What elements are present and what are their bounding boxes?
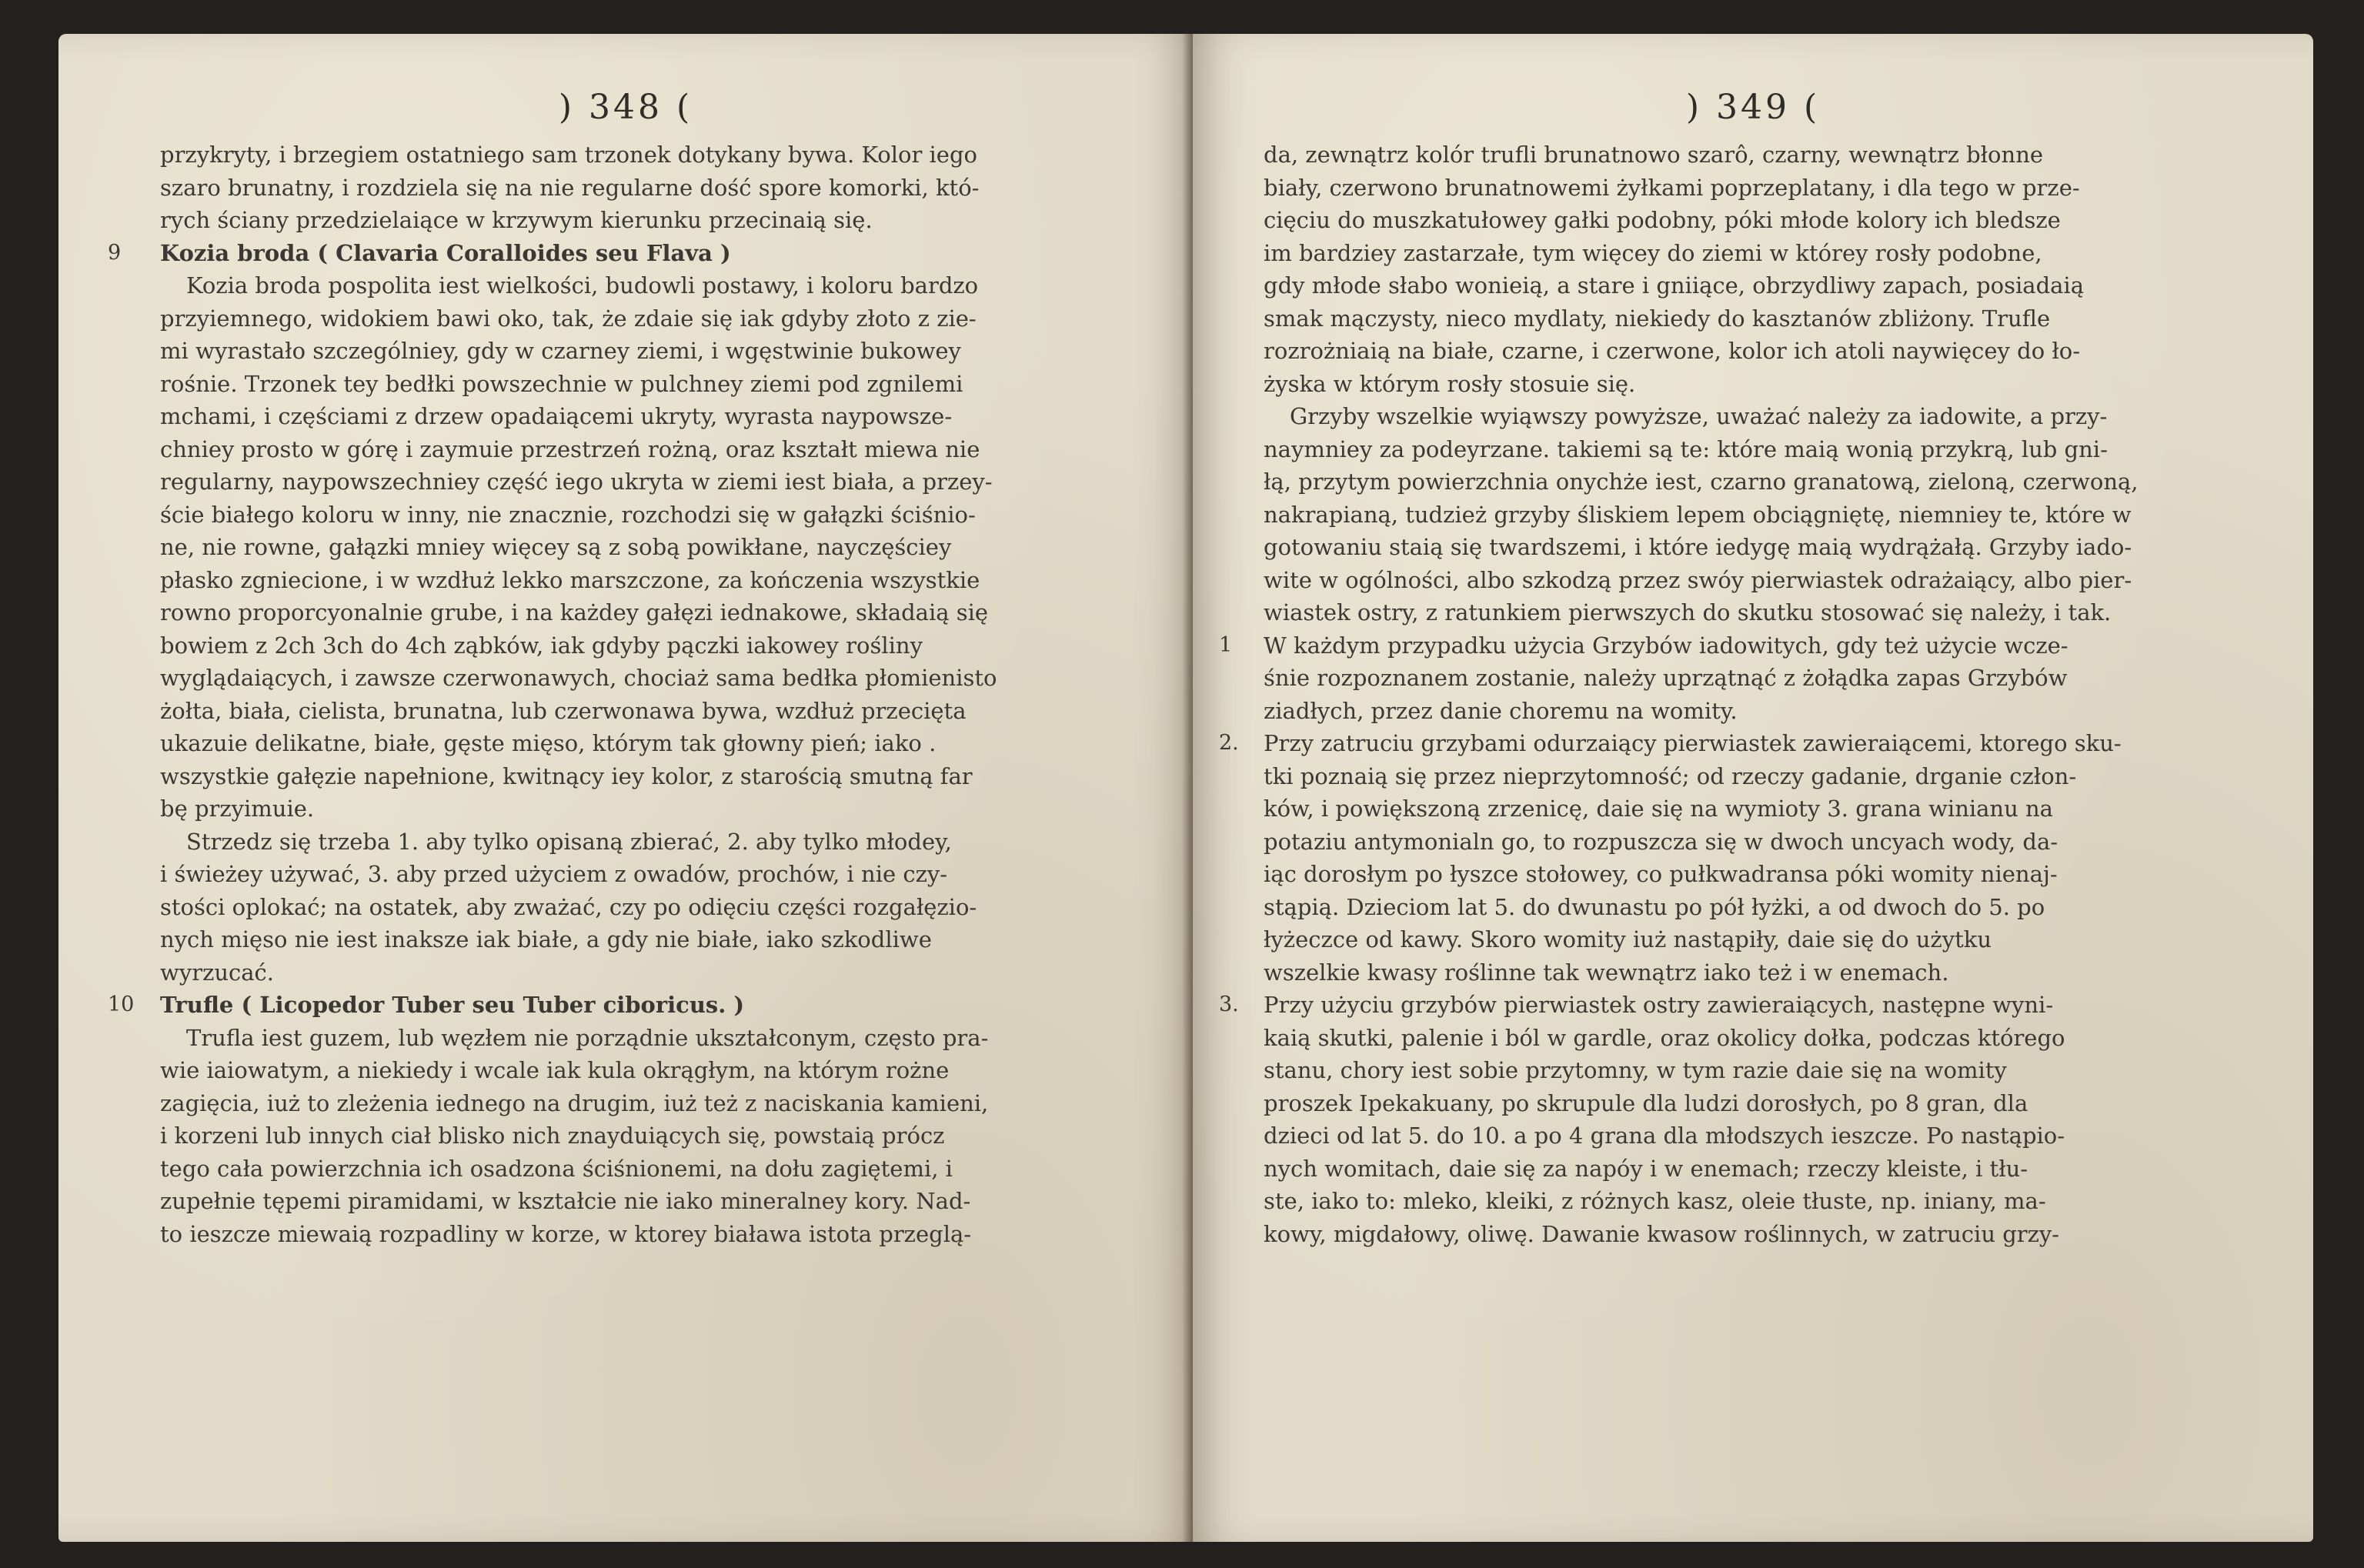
text-line: potaziu antymonialn go, to rozpuszcza się w dwoch uncyach wody, da- [1264, 828, 2058, 855]
section-heading: Trufle ( Licopedor Tuber seu Tuber ciboricus. ) [160, 992, 745, 1018]
text-line: żołta, biała, cielista, brunatna, lub czerwonawa bywa, wzdłuż przecięta [160, 697, 967, 724]
text-line: ne, nie rowne, gałązki mniey więcey są z sobą powikłane, nayczęściey [160, 534, 952, 560]
text-line: da, zewnątrz kolór trufli brunatnowo szarô, czarny, wewnątrz błonne [1264, 142, 2044, 168]
text-line: stąpią. Dzieciom lat 5. do dwunastu po pół łyżki, a od dwoch do 5. po [1264, 893, 2045, 920]
text-line: gdy młode słabo wonieią, a stare i gniiące, obrzydliwy zapach, posiadaią [1264, 272, 2084, 299]
text-line: wszystkie gałęzie napełnione, kwitnący iey kolor, z starością smutną far [160, 762, 973, 789]
text-line: wiastek ostry, z ratunkiem pierwszych do skutku stosować się należy, i tak. [1264, 599, 2112, 626]
page-number: ) 348 ( [558, 88, 693, 127]
text-line: im bardziey zastarzałe, tym więcey do ziemi w którey rosły podobne, [1264, 239, 2042, 266]
list-item-line [1219, 629, 2264, 662]
text-line: tego cała powierzchnia ich osadzona ściśnionemi, na dołu zagiętemi, i [160, 1155, 953, 1182]
text-line: ście białego koloru w inny, nie znacznie, rozchodzi się w gałązki ściśnio- [160, 501, 976, 528]
text-line: i korzeni lub innych ciał blisko nich znayduiących się, powstaią prócz [160, 1123, 945, 1149]
text-line: rych ściany przedzielaiące w krzywym kierunku przecinaią się. [160, 207, 873, 233]
text-line: płasko zgniecione, i w wzdłuż lekko marszczone, za kończenia wszystkie [160, 566, 980, 593]
text-line: Strzedz się trzeba 1. aby tylko opisaną zbierać, 2. aby tylko młodey, [186, 828, 952, 855]
text-line: stanu, chory iest sobie przytomny, w tym razie daie się na womity [1264, 1057, 2007, 1083]
text-line: kowy, migdałowy, oliwę. Dawanie kwasow roślinnych, w zatruciu grzy- [1264, 1220, 2060, 1247]
text-line: nych mięso nie iest inaksze iak białe, a gdy nie białe, iako szkodliwe [160, 926, 932, 952]
text-line: gotowaniu staią się twardszemi, i które iedygę maią wydrążałą. Grzyby iado- [1264, 534, 2132, 560]
list-number: 1 [1219, 632, 1233, 657]
text-line: bę przyimuie. [160, 796, 315, 822]
text-line: żyska w którym rosły stosuie się. [1264, 370, 1636, 397]
left-text-block [108, 138, 1153, 1250]
text-line: łą, przytym powierzchnia onychże iest, czarno granatową, zieloną, czerwoną, [1264, 469, 2139, 495]
list-item-line [1219, 989, 2264, 1022]
text-line: mchami, i częściami z drzew opadaiącemi ukryty, wyrasta naypowsze- [160, 403, 953, 429]
text-line: naymniey za podeyrzane. takiemi są te: które maią wonią przykrą, lub gni- [1264, 435, 2108, 462]
text-line: dzieci od lat 5. do 10. a po 4 grana dla młodszych ieszcze. Po nastąpio- [1264, 1123, 2065, 1149]
text-line: iąc dorosłym po łyszce stołowey, co pułkwadransa póki womity nienaj- [1264, 861, 2058, 887]
text-line: nych womitach, daie się za napóy i w enemach; rzeczy kleiste, i tłu- [1264, 1155, 2028, 1182]
text-line: tki poznaią się przez nieprzytomność; od rzeczy gadanie, drganie człon- [1264, 762, 2077, 789]
text-line: zagięcia, iuż to zleżenia iednego na drugim, iuż też z naciskania kamieni, [160, 1089, 989, 1116]
text-line: Trufla iest guzem, lub węzłem nie porządnie ukształconym, często pra- [186, 1024, 989, 1051]
text-line: śnie rozpoznanem zostanie, należy uprzątnąć z żołądka zapas Grzybów [1264, 665, 2068, 691]
text-line: chniey prosto w górę i zaymuie przestrzeń rożną, oraz kształt miewa nie [160, 435, 980, 462]
text-line: proszek Ipekakuany, po skrupule dla ludzi dorosłych, po 8 gran, dla [1264, 1089, 2028, 1116]
text-line: Przy użyciu grzybów pierwiastek ostry zawieraiących, następne wyni- [1264, 992, 2054, 1018]
section-heading-line [108, 989, 1153, 1022]
text-line: wszelkie kwasy roślinne tak wewnątrz iako też i w enemach. [1264, 959, 1949, 986]
text-line: rośnie. Trzonek tey bedłki powszechnie w pulchney ziemi pod zgnilemi [160, 370, 963, 397]
text-line: to ieszcze miewaią rozpadliny w korze, w ktorey biaława istota przeglą- [160, 1220, 972, 1247]
text-line: bowiem z 2ch 3ch do 4ch ząbków, iak gdyby pączki iakowey rośliny [160, 632, 923, 659]
text-line: Kozia broda pospolita iest wielkości, budowli postawy, i koloru bardzo [186, 272, 979, 299]
right-text-block [1219, 138, 2264, 1250]
left-page [58, 34, 1193, 1542]
text-line: przykryty, i brzegiem ostatniego sam trzonek dotykany bywa. Kolor iego [160, 142, 977, 168]
text-line: wyglądaiących, i zawsze czerwonawych, chociaż sama bedłka płomienisto [160, 665, 997, 691]
text-line: rozrożniaią na białe, czarne, i czerwone, kolor ich atoli naywięcey do ło- [1264, 338, 2081, 364]
text-line: ukazuie delikatne, białe, gęste mięso, którym tak głowny pień; iako . [160, 730, 937, 756]
text-line: i świeżey używać, 3. aby przed użyciem z owadów, prochów, i nie czy- [160, 861, 948, 887]
text-line: smak mączysty, nieco mydlaty, niekiedy do kasztanów zbliżony. Trufle [1264, 305, 2051, 332]
right-page [1193, 34, 2313, 1542]
text-line: wyrzucać. [160, 959, 275, 986]
text-line: regularny, naypowszechniey część iego ukryta w ziemi iest biała, a przey- [160, 469, 993, 495]
text-line: ziadłych, przez danie choremu na womity. [1264, 697, 1738, 724]
page-number: ) 349 ( [1685, 88, 1821, 127]
text-line: przyiemnego, widokiem bawi oko, tak, że zdaie się iak gdyby złoto z zie- [160, 305, 977, 332]
text-line: stości oplokać; na ostatek, aby zważać, czy po odięciu części rozgałęzio- [160, 893, 977, 920]
text-line: wie iaiowatym, a niekiedy i wcale iak kula okrągłym, na którym rożne [160, 1057, 950, 1083]
section-heading-line [108, 237, 1153, 270]
text-line: Przy zatruciu grzybami odurzaiący pierwiastek zawieraiącemi, ktorego sku- [1264, 730, 2122, 756]
text-line: biały, czerwono brunatnowemi żyłkami poprzeplatany, i dla tego w prze- [1264, 174, 2080, 201]
list-number: 2. [1219, 731, 1239, 755]
section-heading: Kozia broda ( Clavaria Coralloides seu Flava ) [160, 239, 731, 266]
text-line: W każdym przypadku użycia Grzybów iadowitych, gdy też użycie wcze- [1264, 632, 2068, 659]
section-number: 9 [108, 240, 122, 265]
text-line: szaro brunatny, i rozdziela się na nie regularne dość spore komorki, któ- [160, 174, 980, 201]
list-item-line [1219, 727, 2264, 760]
text-line: nakrapianą, tudzież grzyby śliskiem lepem obciągniętę, niemniey te, które w [1264, 501, 2132, 528]
text-line: Grzyby wszelkie wyiąwszy powyższe, uważać należy za iadowite, a przy- [1290, 403, 2108, 429]
text-line: cięciu do muszkatułowey gałki podobny, póki młode kolory ich bledsze [1264, 207, 2061, 233]
text-line: łyżeczce od kawy. Skoro womity iuż nastąpiły, daie się do użytku [1264, 926, 1992, 952]
list-number: 3. [1219, 993, 1239, 1016]
text-line: rowno proporcyonalnie grube, i na każdey gałęzi iednakowe, składaią się [160, 599, 989, 626]
text-line: ste, iako to: mleko, kleiki, z różnych kasz, oleie tłuste, np. iniany, ma- [1264, 1188, 2046, 1214]
text-line: mi wyrastało szczególniey, gdy w czarney ziemi, i wgęstwinie bukowey [160, 338, 961, 364]
text-line: kaią skutki, palenie i ból w gardle, oraz okolicy dołka, podczas którego [1264, 1024, 2065, 1051]
text-line: ków, i powiększoną zrzenicę, daie się na wymioty 3. grana winianu na [1264, 796, 2053, 822]
text-line: zupełnie tępemi piramidami, w kształcie nie iako mineralney kory. Nad- [160, 1188, 971, 1214]
text-line: wite w ogólności, albo szkodzą przez swóy pierwiastek odrażaiący, albo pier- [1264, 566, 2132, 593]
section-number: 10 [108, 993, 135, 1016]
